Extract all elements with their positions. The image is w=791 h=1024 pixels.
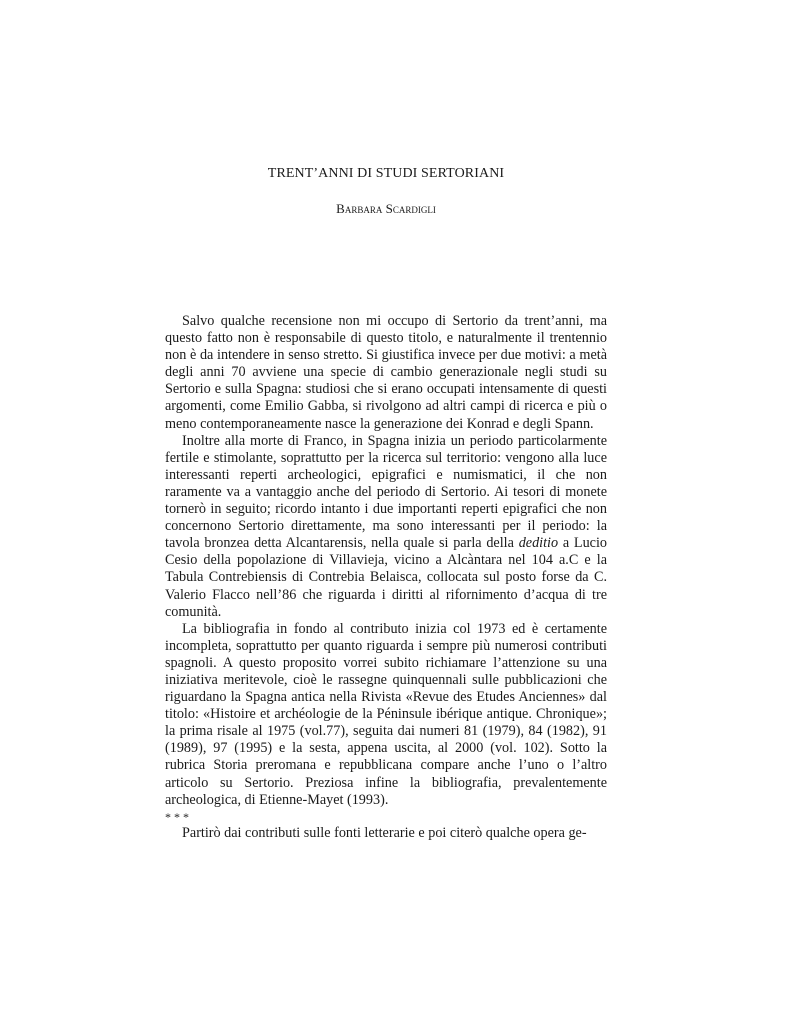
paragraph-2-text-b: a Lucio Cesio della popolazione di Villavieja, vicino a Alcàntara nel 104 a.C e la Tabula Contrebiensis di Contrebia Belaisca, collocata sul posto forse da C. Valerio Flacco nell’86 che riguarda i diritti al rifornimento d’acqua di tre comunità. bbox=[165, 535, 608, 620]
article-title: TRENT’ANNI DI STUDI SERTORIANI bbox=[267, 166, 505, 181]
author-name: Barbara Scardigli bbox=[336, 201, 436, 216]
paragraph-1: Salvo qualche recensione non mi occupo di Sertorio da trent’anni, ma questo fatto non è responsabile di questo titolo, e naturalmente il trentennio non è da intendere in senso stretto. Si giustifica invece per due motivi: a metà degli anni 70 avviene una specie di cambio generazionale negli studi su Sertorio e sulla Spagna: studiosi che si erano occupati intensamente di questi argomenti, come Emilio Gabba, si rivolgono ad altri campi di ricerca e più o meno contemporaneamente nasce la generazione dei Konrad e degli Spann. bbox=[165, 313, 607, 432]
section-separator: * * * bbox=[165, 809, 189, 824]
paragraph-3: La bibliografia in fondo al contributo inizia col 1973 ed è certamente incompleta, soprattutto per quanto riguarda i sempre più numerosi contributi spagnoli. A questo proposito vorrei subito richiamare l’attenzione su una iniziativa meritevole, cioè le rassegne quinquennali sulle pubblicazioni che riguardano la Spagna antica nella Rivista «Revue des Etudes Anciennes» dal titolo: «Histoire et archéologie de la Péninsule ibérique antique. Chronique»; la prima risale al 1975 (vol.77), seguita dai numeri 81 (1979), 84 (1982), 91 (1989), 97 (1995) e la sesta, appena uscita, al 2000 (vol. 102). Sotto la rubrica Storia preromana e repubblicana compare anche l’uno o l’altro articolo su Sertorio. Preziosa infine la bibliografia, prevalentemente archeologica, di Etienne-Mayet (1993). bbox=[165, 620, 607, 808]
italic-term: deditio bbox=[518, 535, 559, 552]
paragraph-4: Partirò dai contributi sulle fonti letterarie e poi citerò qualche opera ge- bbox=[182, 824, 587, 841]
article-body bbox=[165, 313, 607, 842]
paragraph-2-text-a: Inoltre alla morte di Franco, in Spagna inizia un periodo particolarmente fertile e stimolante, soprattutto per la ricerca sul territorio: vengono alla luce interessanti reperti archeologici, epigrafici e numismatici, il che non raramente va a vantaggio anche del periodo di Sertorio. Ai tesori di monete tornerò in seguito; ricordo intanto i due importanti reperti epigrafici che non concernono Sertorio direttamente, ma sono interessanti per il periodo: la tavola bronzea detta Alcantarensis, nella quale si parla della bbox=[165, 432, 607, 552]
paragraph-2 bbox=[165, 433, 607, 621]
